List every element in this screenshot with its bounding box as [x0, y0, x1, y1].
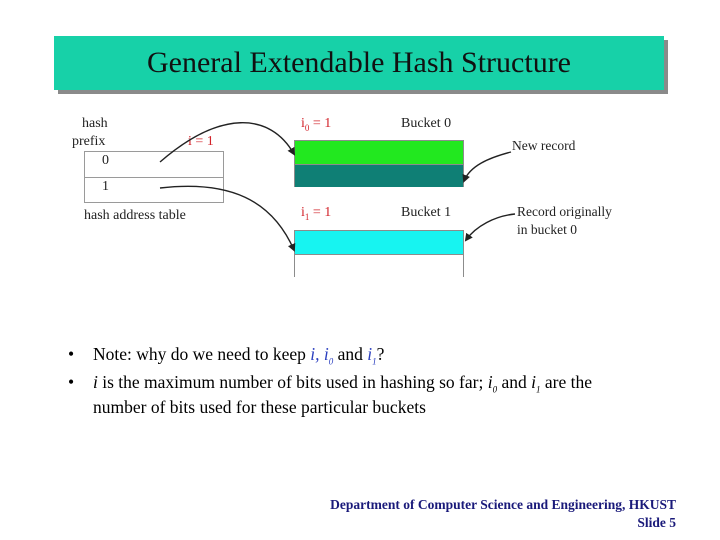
new-record-arrow — [464, 152, 511, 181]
original-record-arrow — [466, 214, 515, 240]
bullet-2-continuation: number of bits used for these particular buckets — [93, 397, 426, 417]
bucket1-depth-label: $i_1 = 1$ — [301, 205, 332, 222]
footer-slide-number: Slide 5 — [637, 515, 676, 530]
bucket0-depth-label: $i_0 = 1$ — [301, 116, 332, 133]
original-record-annotation-line2: in bucket 0 — [517, 222, 577, 237]
bullet-1: • Note: why do we need to keep i, $i_0$ and $i_1$? — [68, 344, 385, 367]
slide-title: General Extendable Hash Structure — [147, 46, 571, 79]
global-depth-label: i = 1 — [188, 134, 214, 149]
table-row-label-1: 1 — [102, 179, 109, 194]
table-caption: hash address table — [84, 208, 186, 223]
hash-label: hash — [82, 116, 108, 131]
pointer-arrow-0 — [160, 123, 294, 162]
table-row-label-0: 0 — [102, 153, 109, 168]
bucket1-name: Bucket 1 — [401, 205, 452, 220]
footer-department: Department of Computer Science and Engineering, HKUST — [330, 497, 676, 512]
prefix-label: prefix — [72, 134, 106, 149]
new-record-annotation: New record — [512, 138, 576, 153]
bucket0-name: Bucket 0 — [401, 116, 452, 131]
bullet-2: • i is the maximum number of bits used in hashing so far; $i_0$ and $i_1$ are the — [68, 372, 592, 395]
pointer-arrow-1 — [160, 186, 294, 250]
original-record-annotation-line1: Record originally — [517, 204, 612, 219]
